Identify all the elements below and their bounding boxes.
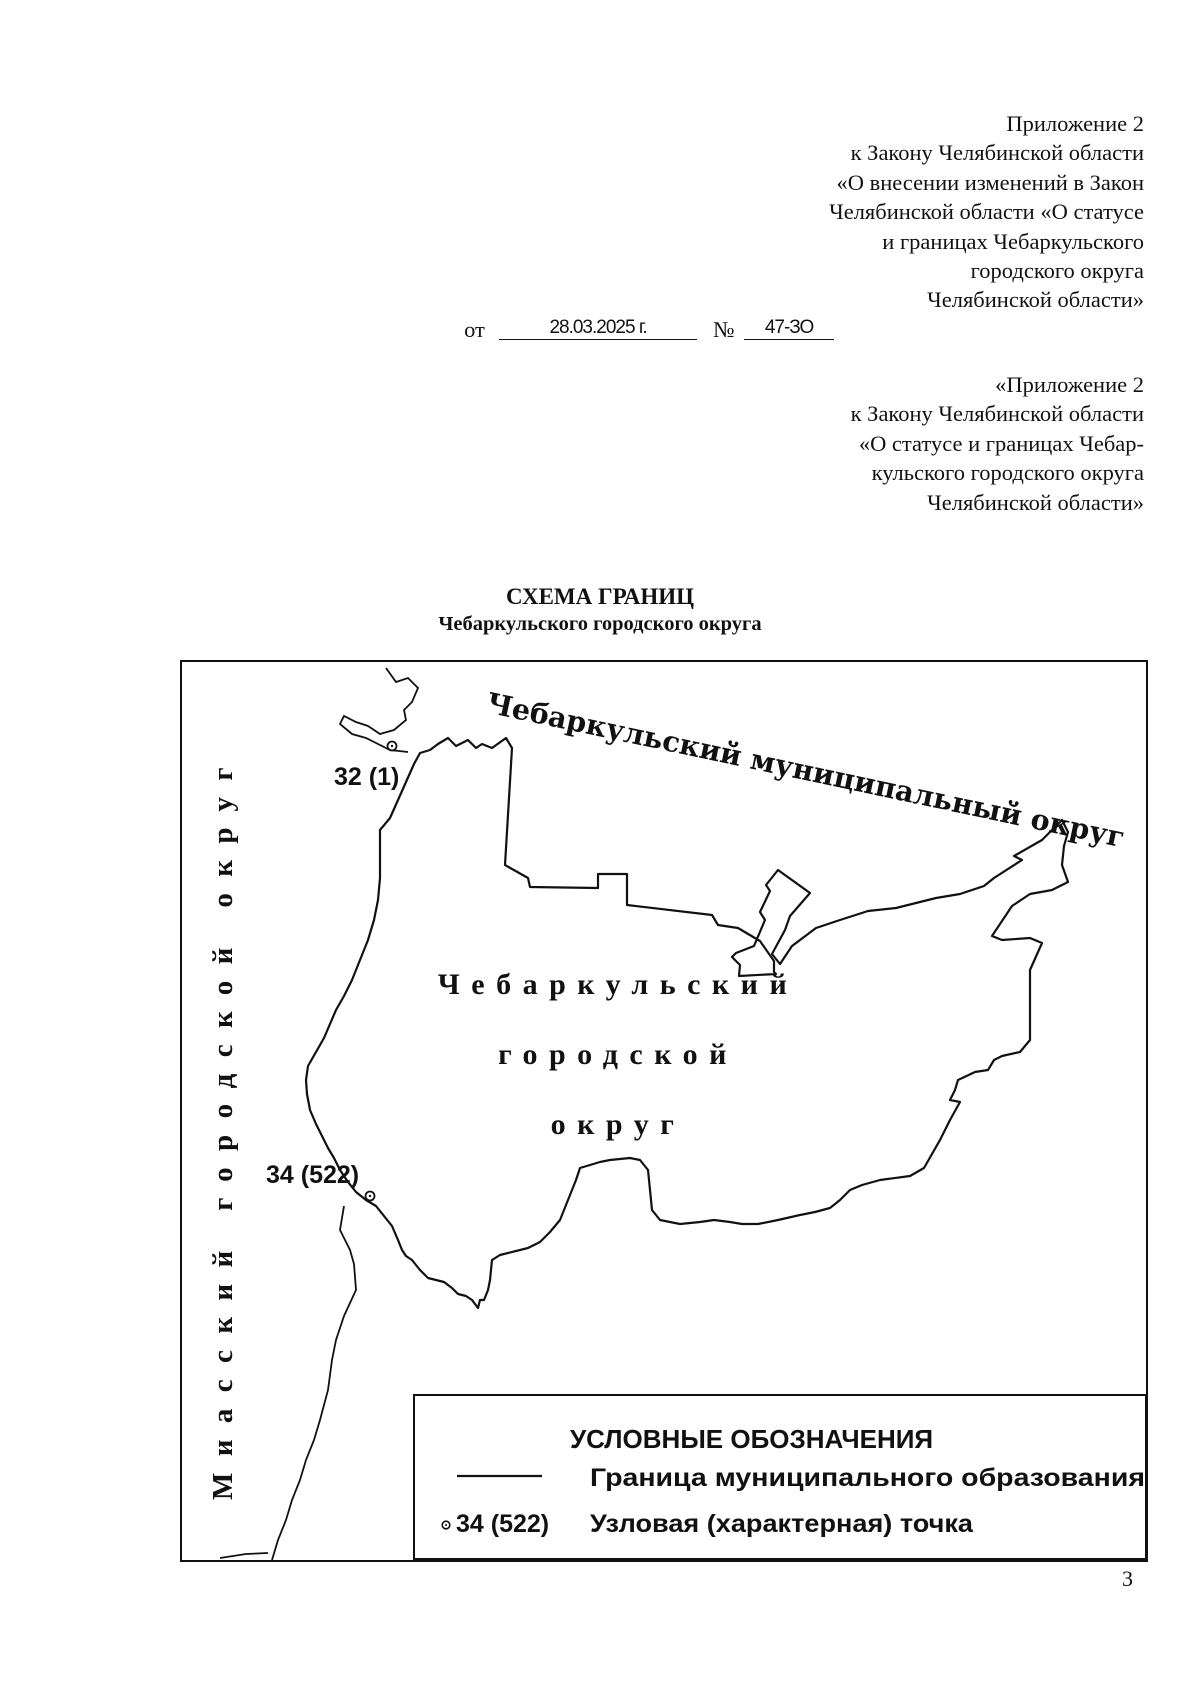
legend-point-center (445, 1524, 447, 1526)
nodal-point-label: 34 (522) (266, 1161, 360, 1189)
neighbor-boundary-bottom (220, 1553, 268, 1558)
map-subtitle: Чебаркульского городского округа (438, 613, 762, 635)
boundary-map (180, 660, 1148, 1562)
annex-line: и границах Чебаркульского (882, 228, 1144, 254)
district-boundary (306, 738, 1068, 1308)
legend-point-label: Узловая (характерная) точка (590, 1510, 975, 1538)
neighbor-label-north: Чебаркульский муниципальный округ (483, 685, 1129, 855)
legend-title: УСЛОВНЫЕ ОБОЗНАЧЕНИЯ (570, 1424, 934, 1454)
annex-line: «Приложение 2 (995, 372, 1144, 397)
district-label: Чебаркульский (437, 968, 799, 1001)
annex-line: Челябинской области» (927, 287, 1144, 313)
number-sign: № (713, 316, 735, 342)
district-label: городской (498, 1038, 738, 1071)
annex-line: кульского городского округа (871, 460, 1144, 486)
neighbor-label-west: Миасский городской округ (207, 751, 239, 1500)
previous-annex (851, 370, 1144, 517)
legend-border-label: Граница муниципального образования (590, 1464, 1145, 1492)
neighbor-boundary-north (340, 668, 418, 752)
date-prefix: от (464, 316, 485, 342)
law-date: 28.03.2025 г. (499, 317, 697, 340)
annex-header (464, 109, 1144, 345)
nodal-point-center (391, 745, 393, 747)
annex-line: Челябинской области» (927, 489, 1144, 515)
annex-line: к Закону Челябинской области (850, 401, 1144, 427)
nodal-point-center (369, 1195, 371, 1197)
annex-line: «О внесении изменений в Закон (836, 169, 1144, 195)
law-number: 47-ЗО (744, 317, 834, 340)
nodal-point-label: 32 (1) (334, 763, 400, 791)
annex-line: «О статусе и границах Чебар- (858, 430, 1144, 456)
district-label: округ (550, 1108, 686, 1141)
annex-line: Приложение 2 (1006, 111, 1144, 136)
legend (414, 1395, 1146, 1559)
annex-line: к Закону Челябинской области (850, 140, 1144, 166)
date-number-line (464, 315, 1144, 345)
legend-point-sample: 34 (522) (456, 1510, 550, 1538)
annex-line: городского округа (970, 258, 1144, 284)
page-number: 3 (1122, 1566, 1133, 1591)
map-title: СХЕМА ГРАНИЦ (505, 584, 695, 609)
annex-line: Челябинской области «О статусе (829, 199, 1144, 225)
neighbor-boundary-south (272, 1206, 356, 1560)
